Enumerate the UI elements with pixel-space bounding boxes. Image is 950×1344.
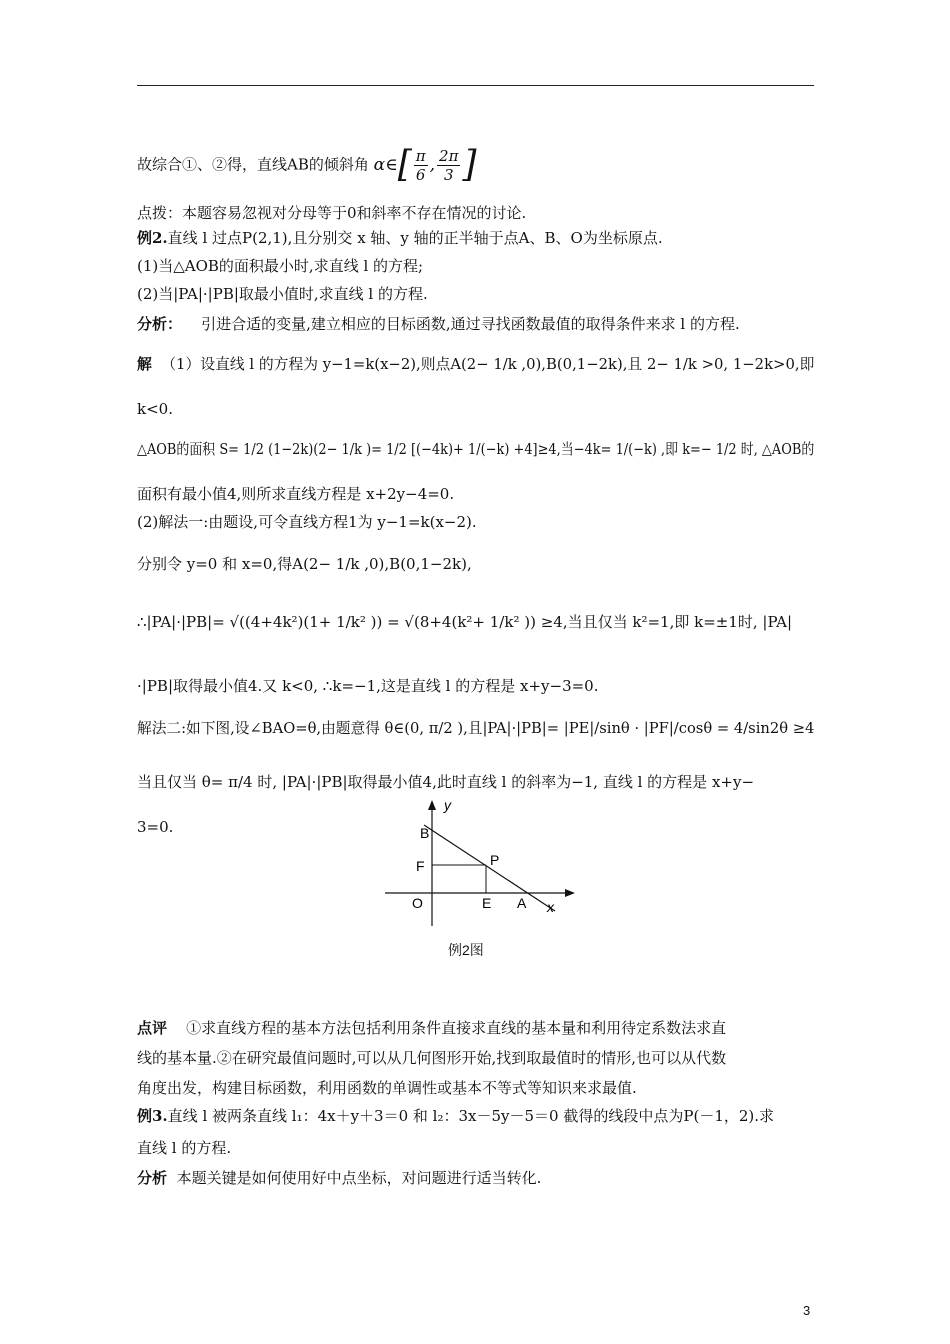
line-23 — [137, 1168, 541, 1188]
line-13: ∴|PA|·|PB|= √((4+4k²)(1+ 1/k² )) = √(8+4(k²+ 1/k² )) ≥4,当且仅当 k²=1,即 k=±1时, |PA| — [137, 613, 793, 631]
line-18 — [137, 1018, 726, 1038]
x-axis-arrow-icon — [565, 889, 575, 897]
line-21 — [137, 1106, 774, 1126]
line-3 — [137, 228, 663, 248]
line-17: 3=0. — [137, 818, 174, 836]
comment-label: 点评 — [137, 1019, 168, 1037]
label-x: x — [547, 899, 554, 915]
label-o: O — [412, 895, 423, 911]
line-10: 面积有最小值4,则所求直线方程是 x+2y−4=0. — [137, 485, 455, 503]
conclusion-text: 故综合①、②得，直线AB的倾斜角 — [137, 155, 369, 174]
example-2-figure — [380, 798, 580, 928]
analysis-3-label: 分析 — [137, 1169, 168, 1187]
page-number: 3 — [803, 1303, 811, 1318]
analysis-3-text: 本题关键是如何使用好中点坐标，对问题进行适当转化. — [176, 1169, 542, 1187]
line-11: (2)解法一:由题设,可令直线方程1为 y−1=k(x−2). — [137, 513, 477, 531]
solution-text: （1）设直线 l 的方程为 y−1=k(x−2),则点A(2− 1/k ,0),B(0,1−2k),且 2− 1/k >0, 1−2k>0,即 — [161, 355, 815, 373]
line-16: 当且仅当 θ= π/4 时, |PA|·|PB|取得最小值4,此时直线 l 的斜率为−1, 直线 l 的方程是 x+y− — [137, 773, 755, 791]
label-y: y — [444, 798, 451, 813]
line-9: △AOB的面积 S= 1/2 (1−2k)(2− 1/k )= 1/2 [(−4k)+ 1/(−k) +4]≥4,当−4k= 1/(−k) ,即 k=− 1/2 时, △AOB的 — [137, 440, 815, 458]
analysis-label: 分析： — [137, 315, 183, 333]
label-e: E — [482, 895, 492, 911]
line-8: k<0. — [137, 400, 173, 418]
line-7 — [137, 354, 814, 374]
label-a: A — [517, 895, 527, 911]
line-19: 线的基本量.②在研究最值问题时,可以从几何图形开始,找到取最值时的情形,也可以从代数 — [137, 1049, 727, 1067]
label-p: P — [490, 852, 500, 868]
line-2: 点拨：本题容易忽视对分母等于0和斜率不存在情况的讨论. — [137, 204, 527, 222]
analysis-text: 引进合适的变量,建立相应的目标函数,通过寻找函数最值的取得条件来求 l 的方程. — [201, 315, 740, 333]
y-axis-arrow-icon — [428, 800, 436, 810]
example-3-label: 例3. — [137, 1107, 168, 1125]
line-12: 分别令 y=0 和 x=0,得A(2− 1/k ,0),B(0,1−2k), — [137, 555, 472, 573]
line-15: 解法二:如下图,设∠BAO=θ,由题意得 θ∈(0, π/2 ),且|PA|·|PB|= |PE|/sinθ · |PF|/cosθ = 4/sin2θ ≥4 — [137, 719, 815, 737]
alpha-range: α∈[ $\frac{\pi}{6}$ , $\frac{2\pi}{3}$ ] — [373, 144, 477, 185]
header-rule — [137, 85, 814, 86]
figure-caption: 例2图 — [448, 942, 484, 958]
solution-label: 解 — [137, 355, 152, 373]
label-b: B — [420, 825, 430, 841]
line-20: 角度出发，构建目标函数，利用函数的单调性或基本不等式等知识来求最值. — [137, 1079, 637, 1097]
line-22: 直线 l 的方程. — [137, 1139, 232, 1157]
example-3-text: 直线 l 被两条直线 l₁：4x＋y＋3＝0 和 l₂：3x－5y－5＝0 截得的线段中点为P(－1，2).求 — [167, 1107, 775, 1125]
line-6 — [137, 314, 740, 334]
line-14: ·|PB|取得最小值4.又 k<0, ∴k=−1,这是直线 l 的方程是 x+y−3=0. — [137, 677, 599, 695]
example-2-text: 直线 l 过点P(2,1),且分别交 x 轴、y 轴的正半轴于点A、B、O为坐标原点. — [167, 229, 663, 247]
line-5: (2)当|PA|·|PB|取最小值时,求直线 l 的方程. — [137, 285, 428, 303]
label-f: F — [416, 858, 425, 874]
comment-text: ①求直线方程的基本方法包括利用条件直接求直线的基本量和利用待定系数法求直 — [186, 1019, 727, 1037]
coordinate-diagram — [380, 798, 580, 928]
line-4: (1)当△AOB的面积最小时,求直线 l 的方程; — [137, 257, 424, 275]
example-2-label: 例2. — [137, 229, 168, 247]
line-1 — [137, 145, 476, 185]
